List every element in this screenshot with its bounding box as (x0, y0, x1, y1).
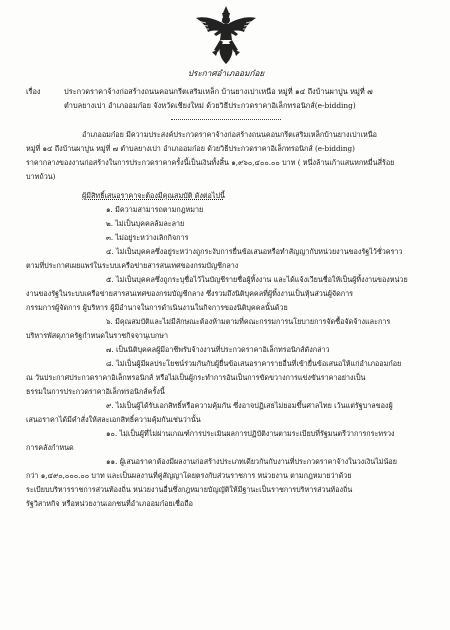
qualification-item: ๙. ไม่เป็นผู้ได้รับเอกสิทธิ์หรือความคุ้มกัน ซึ่งอาจปฏิเสธไม่ยอมขึ้นศาลไทย เว้นแต่รัฐบาลของผู้ (106, 401, 393, 410)
qualification-item-continuation: รัฐวิสาหกิจ หรือหน่วยงานเอกชนที่อำเภออมก๋อยเชื่อถือ (26, 499, 193, 508)
subject-text-1: ประกวดราคาจ้างก่อสร้างถนนคอนกรีตเสริมเหล็ก บ้านยางเปาเหนือ หมู่ที่ ๑๔ ถึงบ้านผาปูน หมู่ที่ ๗ (64, 87, 373, 96)
document-title: ประกาศอำเภออมก๋อย (187, 68, 265, 78)
qualification-item-continuation: ณ วันประกาศประกวดราคาอิเล็กทรอนิกส์ หรือไม่เป็นผู้กระทำการอันเป็นการขัดขวางการแข่งขันราคาอย่างเป็น (26, 373, 366, 382)
qualification-item: ๒. ไม่เป็นบุคคลล้มละลาย (106, 219, 185, 228)
qualification-list (26, 203, 426, 511)
qualification-item: ๗. เป็นนิติบุคคลผู้มีอาชีพรับจ้างงานที่ประกวดราคาอิเล็กทรอนิกส์ดังกล่าว (106, 345, 330, 354)
intro-line-2: หมู่ที่ ๑๔ ถึงบ้านผาปูน หมู่ที่ ๗ ตำบลยางเปา อำเภออมก๋อย ด้วยวิธีประกวดราคาอิเล็กทรอนิกส์ (e-bidding) (26, 144, 355, 153)
qualification-item-continuation: กว่า ๑,๔๙๐,๐๐๐.๐๐ บาท และเป็นผลงานที่คู่สัญญาโดยตรงกับส่วนราชการ หน่วยงาน ตามกฎหมายว่าด้วย (26, 471, 352, 480)
qualification-item-continuation: ตามที่ประกาศเผยแพร่ในระบบเครือข่ายสารสนเทศของกรมบัญชีกลาง (26, 261, 239, 270)
intro-line-1: อำเภออมก๋อย มีความประสงค์ประกวดราคาจ้างก่อสร้างถนนคอนกรีตเสริมเหล็กบ้านยางเปาเหนือ (82, 130, 377, 139)
qualification-item: ๖. มีคุณสมบัติและไม่มีลักษณะต้องห้ามตามที่คณะกรรมการนโยบายการจัดซื้อจัดจ้างและการ (106, 317, 391, 326)
divider (171, 119, 281, 120)
qualification-item-continuation: กรรมการผู้จัดการ ผู้บริหาร ผู้มีอำนาจในการดำเนินงานในกิจการของนิติบุคคลนั้นด้วย (26, 303, 288, 312)
intro-line-3: ราคากลางของงานก่อสร้างในการประกวดราคาครั้งนี้เป็นเงินทั้งสิ้น ๑,๙๖๐,๔๐๐.๐๐ บาท ( หนึ่งล้านเก้าแสนหกหมื่นสี่ร้อย (26, 158, 395, 167)
subject-block (26, 85, 426, 113)
qualification-item: ๕. ไม่เป็นบุคคลซึ่งถูกระบุชื่อไว้ในบัญชีรายชื่อผู้ทิ้งงาน และได้แจ้งเวียนชื่อให้เป็นผู้ทิ้งงานของหน่วย (106, 275, 408, 284)
qualification-heading: ผู้มีสิทธิ์เสนอราคาจะต้องมีคุณสมบัติ ดังต่อไปนี้ (82, 191, 225, 200)
qualification-item: ๘. ไม่เป็นผู้มีผลประโยชน์ร่วมกันกับผู้ยื่นข้อเสนอราคารายอื่นที่เข้ายื่นข้อเสนอให้แก่อำเภออมก๋อย (106, 359, 402, 368)
qualification-item-continuation: บริหารพัสดุภาครัฐกำหนดในราชกิจจานุเบกษา (26, 331, 169, 340)
subject-label: เรื่อง (26, 87, 41, 96)
qualification-item-continuation: เสนอราคาได้มีคำสั่งให้สละเอกสิทธิ์ความคุ้มกันเช่นว่านั้น (26, 415, 201, 424)
qualification-item-continuation: ธรรมในการประกวดราคาอิเล็กทรอนิกส์ครั้งนี้ (26, 387, 165, 396)
subject-line-2: ตำบลยางเปา อำเภออมก๋อย จังหวัดเชียงใหม่ ด้วยวิธีประกวดราคาอิเล็กทรอนิกส์(e-bidding) (64, 101, 356, 110)
subject-line-1 (26, 85, 426, 99)
qualification-item: ๑๑. ผู้เสนอราคาต้องมีผลงานก่อสร้างประเภทเดียวกันกับงานที่ประกวดราคาจ้างในวงเงินไม่น้อย (106, 457, 397, 466)
qualification-item: ๑. มีความสามารถตามกฎหมาย (106, 205, 204, 214)
garuda-emblem-icon (194, 4, 258, 66)
qualification-item-continuation: ระเบียบบริหารราชการส่วนท้องถิ่น หน่วยงานอื่นซึ่งกฎหมายบัญญัติให้มีฐานะเป็นราชการบริหารส่วนท้องถิ่น (26, 485, 353, 494)
qualification-item: ๔. ไม่เป็นบุคคลซึ่งอยู่ระหว่างถูกระงับการยื่นข้อเสนอหรือทำสัญญากับหน่วยงานของรัฐไว้ชั่วคราว (106, 247, 403, 256)
qualification-item-continuation: การคลังกำหนด (26, 443, 74, 452)
qualification-item-continuation: งานของรัฐในระบบเครือข่ายสารสนเทศของกรมบัญชีกลาง ซึ่งรวมถึงนิติบุคคลที่ผู้ทิ้งงานเป็นหุ้นส่วนผู้จัดการ (26, 289, 354, 298)
qualification-item: ๓. ไม่อยู่ระหว่างเลิกกิจการ (106, 233, 189, 242)
intro-line-4: บาทถ้วน) (26, 172, 56, 181)
qualification-item: ๑๐. ไม่เป็นผู้ที่ไม่ผ่านเกณฑ์การประเมินผลการปฏิบัติงานตามระเบียบที่รัฐมนตรีว่าการกระทรวง (106, 429, 395, 438)
